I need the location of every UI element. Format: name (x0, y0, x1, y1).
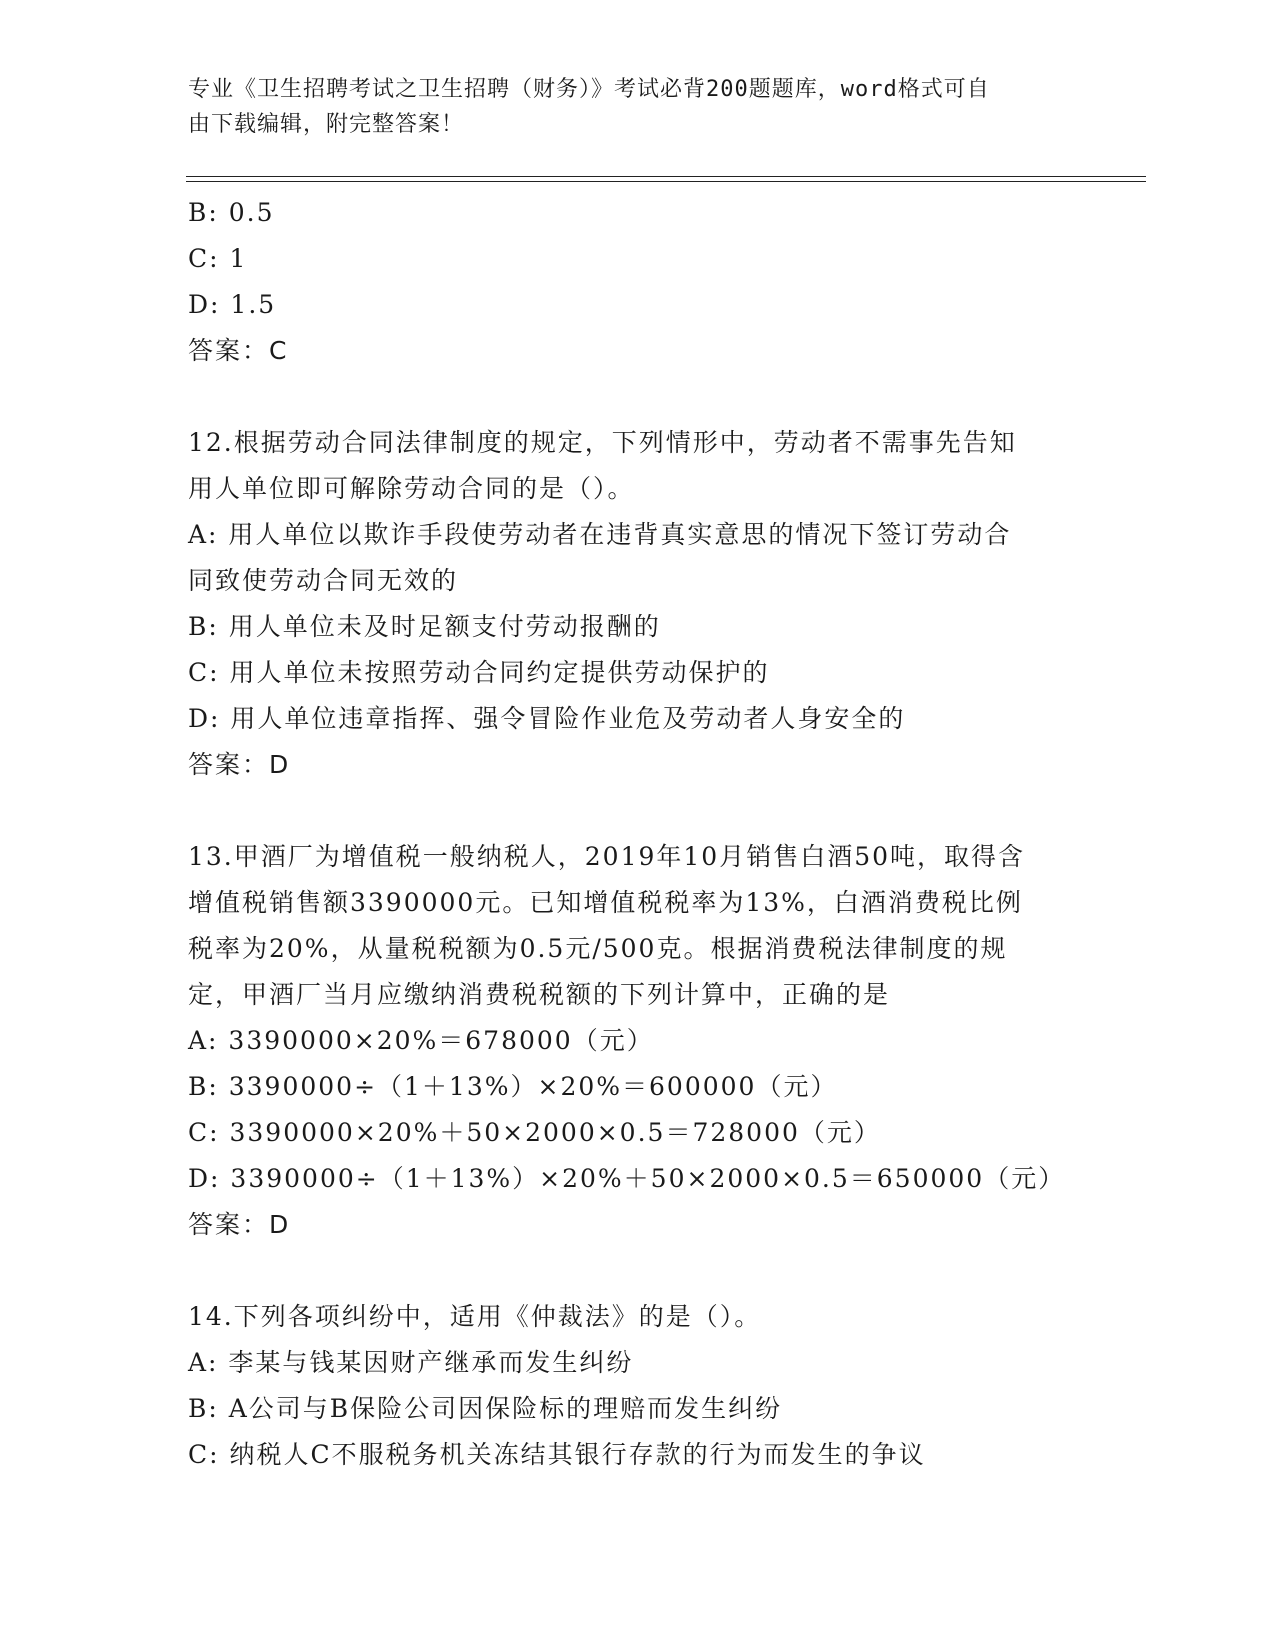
question-stem-line: 税率为20%，从量税税额为0.5元/500克。根据消费税法律制度的规 (188, 934, 1008, 963)
question-block-14 (188, 1294, 1088, 1478)
question-block-13 (188, 834, 1088, 1248)
option-a-continued: 同致使劳动合同无效的 (188, 566, 459, 595)
option-d: D: 用人单位违章指挥、强令冒险作业危及劳动者人身安全的 (188, 704, 906, 733)
option-b: B: 0.5 (188, 198, 275, 227)
question-block-11 (188, 190, 1088, 374)
answer-line: 答案：D (188, 750, 291, 779)
option-a: A: 李某与钱某因财产继承而发生纠纷 (188, 1348, 634, 1377)
option-b: B: 用人单位未及时足额支付劳动报酬的 (188, 612, 661, 641)
header-line-2: 由下载编辑，附完整答案！ (188, 112, 465, 137)
header-divider-top (186, 176, 1146, 177)
question-block-12 (188, 420, 1088, 788)
option-a: A: 用人单位以欺诈手段使劳动者在违背真实意思的情况下签订劳动合 (188, 520, 1012, 549)
question-list (188, 190, 1088, 1478)
question-stem-line: 13.甲酒厂为增值税一般纳税人，2019年10月销售白酒50吨，取得含 (188, 842, 1026, 871)
answer-line: 答案：C (188, 336, 289, 365)
spacer (188, 374, 1088, 420)
option-d: D: 3390000÷（1＋13%）×20%＋50×2000×0.5＝650000（元） (188, 1164, 1066, 1193)
answer-line: 答案：D (188, 1210, 291, 1239)
option-c: C: 用人单位未按照劳动合同约定提供劳动保护的 (188, 658, 770, 687)
question-stem-line: 用人单位即可解除劳动合同的是（）。 (188, 474, 635, 503)
question-stem-line: 定，甲酒厂当月应缴纳消费税税额的下列计算中，正确的是 (188, 980, 891, 1009)
spacer (188, 788, 1088, 834)
option-c: C: 纳税人C不服税务机关冻结其银行存款的行为而发生的争议 (188, 1440, 926, 1469)
document-header (188, 72, 1068, 142)
option-b: B: A公司与B保险公司因保险标的理赔而发生纠纷 (188, 1394, 783, 1423)
option-c: C: 3390000×20%＋50×2000×0.5＝728000（元） (188, 1118, 881, 1147)
header-divider-bottom (186, 181, 1146, 182)
spacer (188, 1248, 1088, 1294)
question-stem-line: 12.根据劳动合同法律制度的规定，下列情形中，劳动者不需事先告知 (188, 428, 1017, 457)
header-line-1: 专业《卫生招聘考试之卫生招聘（财务）》考试必背200题题库，word格式可自 (188, 77, 990, 102)
option-c: C: 1 (188, 244, 248, 273)
option-a: A: 3390000×20%＝678000（元） (188, 1026, 654, 1055)
option-d: D: 1.5 (188, 290, 277, 319)
question-stem-line: 增值税销售额3390000元。已知增值税税率为13%，白酒消费税比例 (188, 888, 1023, 917)
option-b: B: 3390000÷（1＋13%）×20%＝600000（元） (188, 1072, 838, 1101)
question-stem-line: 14.下列各项纠纷中，适用《仲裁法》的是（）。 (188, 1302, 762, 1331)
